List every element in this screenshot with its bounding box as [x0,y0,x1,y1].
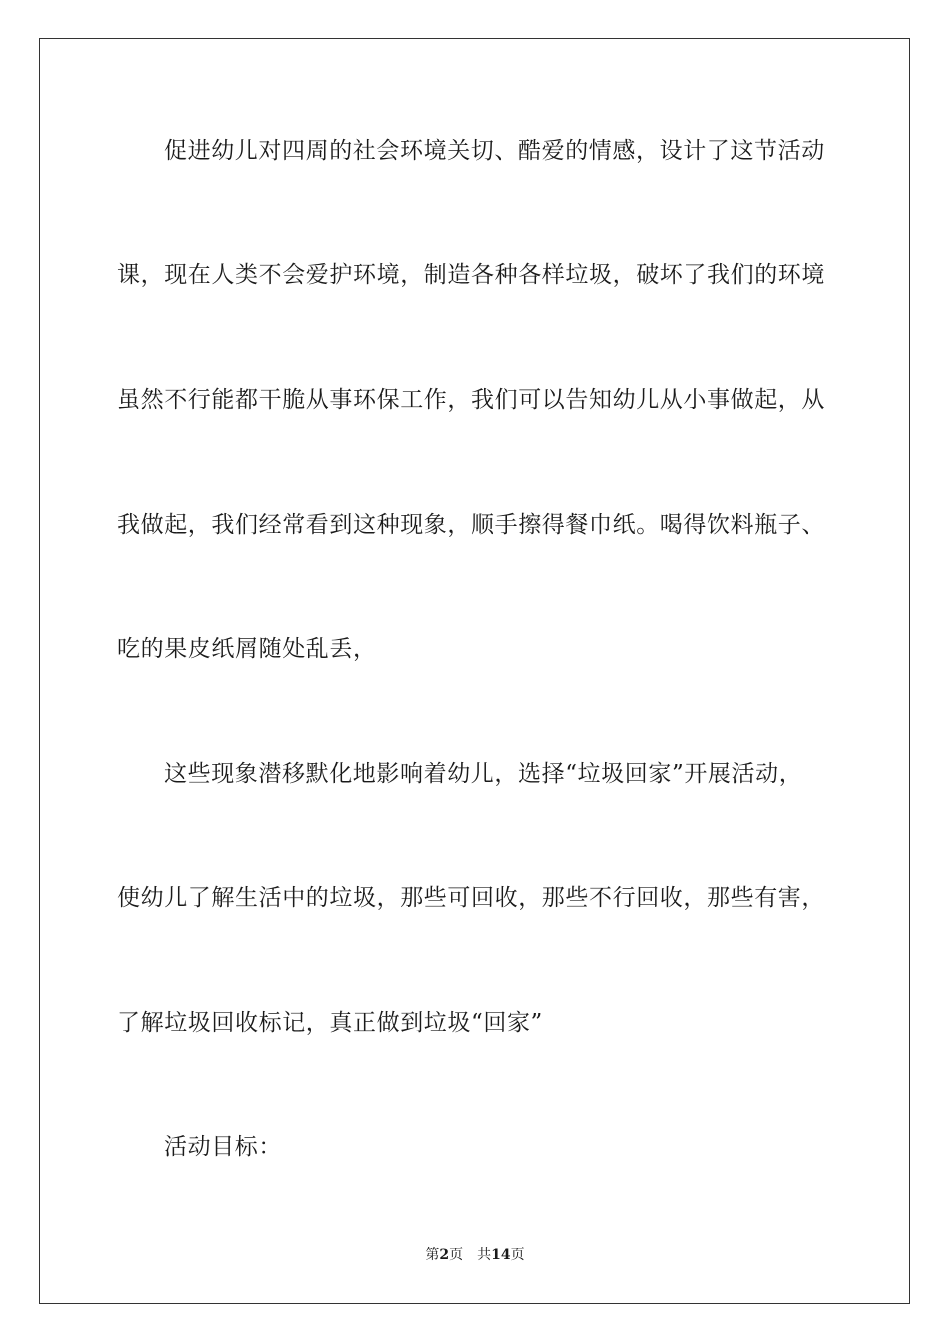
footer-total-prefix: 共 [477,1247,492,1263]
text-line: 促进幼儿对四周的社会环境关切、酷爱的情感，设计了这节活动 [164,138,825,164]
footer-page-suffix: 页 [449,1247,464,1263]
section-heading: 活动目标： [164,1134,282,1160]
text-line: 吃的果皮纸屑随处乱丢， [117,636,377,662]
footer-total-suffix: 页 [510,1247,525,1263]
footer-page-prefix: 第 [425,1247,440,1263]
text-line: 虽然不行能都干脆从事环保工作，我们可以告知幼儿从小事做起，从 [117,387,825,413]
text-line: 使幼儿了解生活中的垃圾，那些可回收，那些不行回收，那些有害， [117,885,825,911]
text-line: 我做起，我们经常看到这种现象，顺手擦得餐巾纸。喝得饮料瓶子、 [117,512,825,538]
footer-total-pages: 14 [491,1247,511,1263]
footer-page-number: 2 [439,1247,450,1263]
page-footer [0,1245,950,1265]
text-line: 这些现象潜移默化地影响着幼儿，选择“垃圾回家”开展活动， [164,761,803,787]
page-frame [39,38,910,1304]
text-line: 了解垃圾回收标记，真正做到垃圾“回家” [117,1010,543,1036]
text-line: 课，现在人类不会爱护环境，制造各种各样垃圾，破坏了我们的环境 [117,262,825,288]
